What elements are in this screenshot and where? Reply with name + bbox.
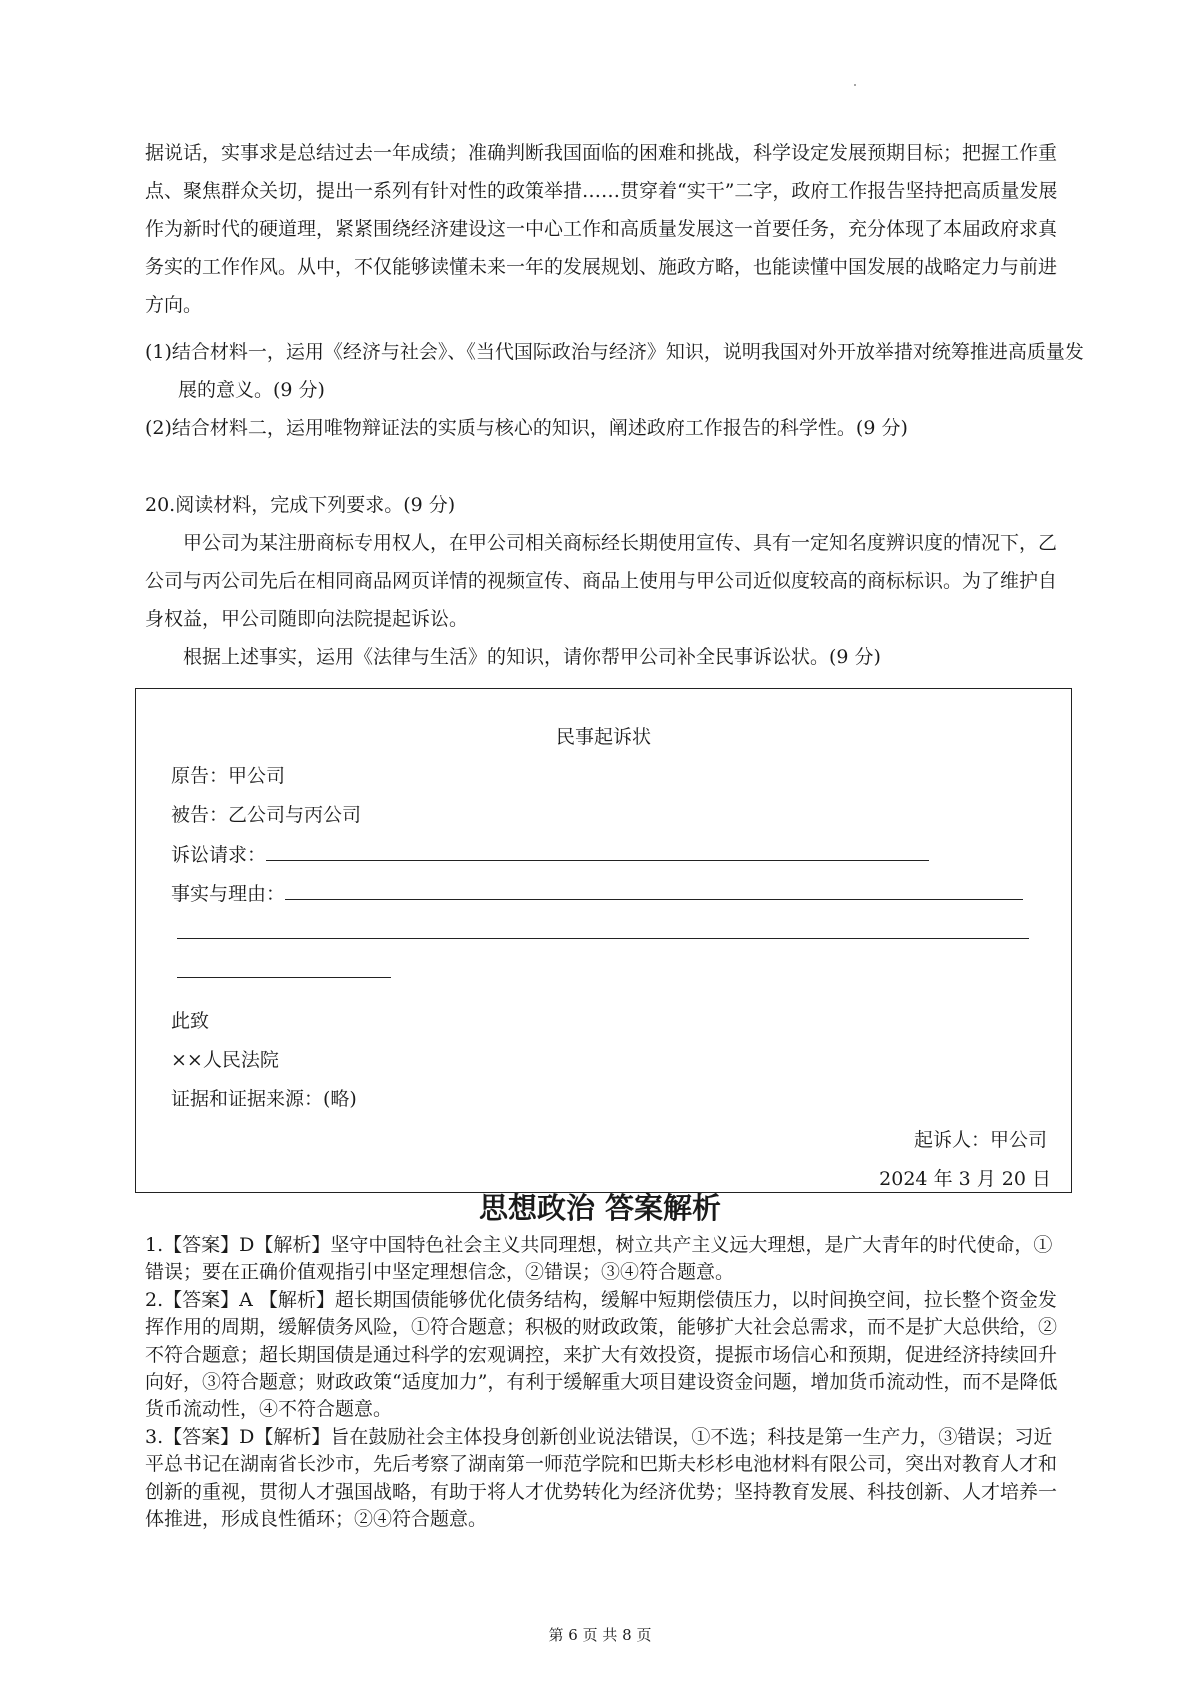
question-2: (2)结合材料二，运用唯物辩证法的实质与核心的知识，阐述政府工作报告的科学性。(9 分) <box>145 417 908 439</box>
claim-blank-line <box>266 840 929 861</box>
question-20-title: 20.阅读材料，完成下列要求。(9 分) <box>145 494 456 516</box>
page-footer: 第 6 页 共 8 页 <box>548 1626 652 1644</box>
facts-blank-line-1 <box>285 879 1023 900</box>
answers-heading: 思想政治 答案解析 <box>478 1191 722 1225</box>
answers-section <box>145 1232 1067 1533</box>
facts-blank-line-3 <box>177 957 391 978</box>
form-closing: 此致 <box>171 1010 210 1032</box>
answer-1: 1.【答案】D【解析】坚守中国特色社会主义共同理想，树立共产主义远大理想，是广大青年的时代使命，①错误；要在正确价值观指引中坚定理想信念，②错误；③④符合题意。 <box>145 1234 1053 1284</box>
question-1: (1)结合材料一，运用《经济与社会》、《当代国际政治与经济》知识，说明我国对外开放举措对统筹推进高质量发展的意义。(9 分) <box>145 341 1084 401</box>
form-facts-label: 事实与理由： <box>171 883 286 905</box>
form-claim-label: 诉讼请求： <box>171 844 267 866</box>
form-title: 民事起诉状 <box>555 726 651 748</box>
form-date: 2024 年 3 月 20 日 <box>879 1168 1051 1190</box>
scan-speck <box>854 84 856 86</box>
form-signer: 起诉人：甲公司 <box>913 1129 1047 1151</box>
form-court: ××人民法院 <box>171 1049 279 1071</box>
civil-complaint-form <box>135 688 1072 1193</box>
form-evidence: 证据和证据来源：(略) <box>171 1088 357 1110</box>
form-plaintiff: 原告：甲公司 <box>171 765 286 787</box>
question-20-task: 根据上述事实，运用《法律与生活》的知识，请你帮甲公司补全民事诉讼状。(9 分) <box>183 646 881 668</box>
facts-blank-line-2 <box>177 918 1029 939</box>
answer-3: 3.【答案】D【解析】旨在鼓励社会主体投身创新创业说法错误，①不选；科技是第一生产力，③错误；习近平总书记在湖南省长沙市，先后考察了湖南第一师范学院和巴斯夫杉杉电池材料有限公司，突出对教育人才和创新的重视，贯彻人才强国战略，有助于将人才优势转化为经济优势；坚持教育发展、科技创新、人才培养一体推进，形成良性循环；②④符合题意。 <box>145 1425 1058 1531</box>
form-defendant: 被告：乙公司与丙公司 <box>171 804 362 826</box>
top-paragraph: 据说话，实事求是总结过去一年成绩；准确判断我国面临的困难和挑战，科学设定发展预期目标；把握工作重点、聚焦群众关切，提出一系列有针对性的政策举措……贯穿着“实干”二字，政府工作报告坚持把高质量发展作为新时代的硬道理，紧紧围绕经济建设这一中心工作和高质量发展这一首要任务，充分体现了本届政府求真务实的工作作风。从中，不仅能够读懂未来一年的发展规划、施政方略，也能读懂中国发展的战略定力与前进方向。 <box>145 142 1058 316</box>
question-20-material: 甲公司为某注册商标专用权人，在甲公司相关商标经长期使用宣传、具有一定知名度辨识度的情况下，乙公司与丙公司先后在相同商品网页详情的视频宣传、商品上使用与甲公司近似度较高的商标标识。为了维护自身权益，甲公司随即向法院提起诉讼。 <box>145 532 1058 630</box>
answer-2: 2.【答案】A 【解析】超长期国债能够优化债务结构，缓解中短期偿债压力，以时间换空间，拉长整个资金发挥作用的周期，缓解债务风险，①符合题意；积极的财政政策，能够扩大社会总需求，而不是扩大总供给，②不符合题意；超长期国债是通过科学的宏观调控，来扩大有效投资，提振市场信心和预期，促进经济持续回升向好，③符合题意；财政政策“适度加力”，有利于缓解重大项目建设资金问题，增加货币流动性，而不是降低货币流动性，④不符合题意。 <box>145 1288 1058 1421</box>
